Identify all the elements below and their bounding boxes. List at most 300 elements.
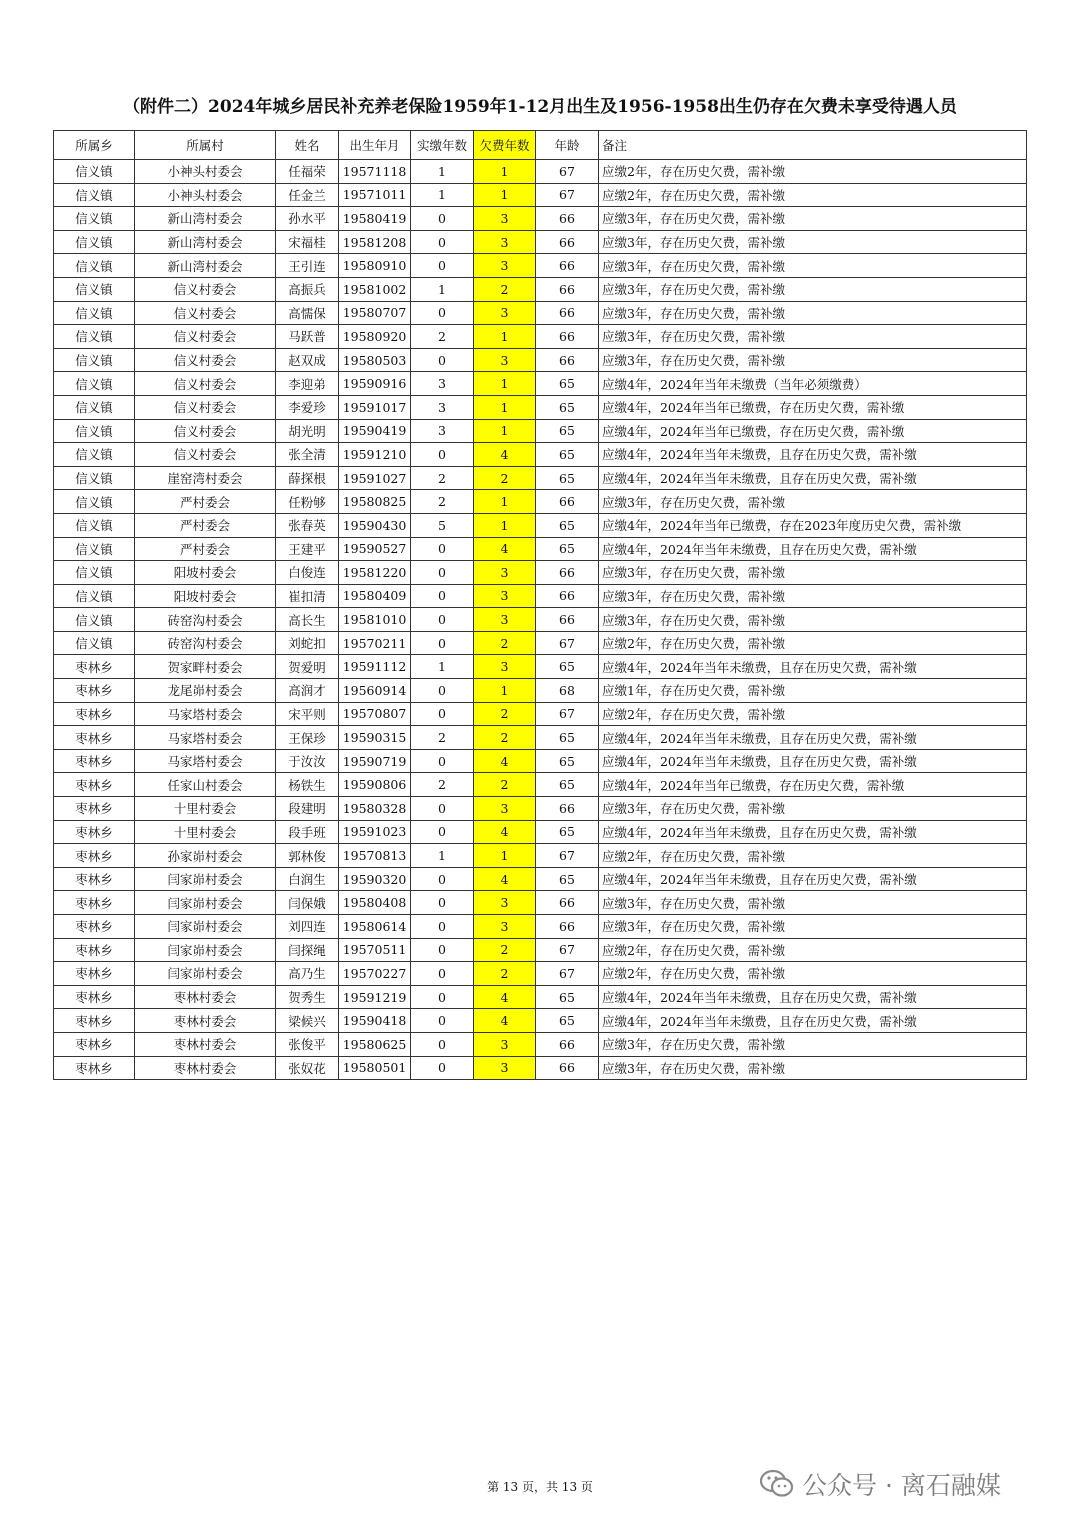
village-cell: 枣林村委会 <box>135 1009 276 1033</box>
paid-years-cell: 0 <box>411 985 474 1009</box>
village-cell: 新山湾村委会 <box>135 230 276 254</box>
birth-date-cell: 19581010 <box>339 608 411 632</box>
owed-years-cell: 3 <box>474 230 536 254</box>
owed-years-cell: 2 <box>474 277 536 301</box>
name-cell: 薛探根 <box>276 466 339 490</box>
remarks-cell: 应缴3年，存在历史欠费，需补缴 <box>599 797 1027 821</box>
township-cell: 枣林乡 <box>54 938 135 962</box>
paid-years-cell: 2 <box>411 726 474 750</box>
age-cell: 65 <box>536 466 599 490</box>
birth-date-cell: 19560914 <box>339 679 411 703</box>
birth-date-cell: 19571118 <box>339 160 411 184</box>
owed-years-cell: 2 <box>474 773 536 797</box>
village-cell: 十里村委会 <box>135 797 276 821</box>
remarks-cell: 应缴3年，存在历史欠费，需补缴 <box>599 608 1027 632</box>
table-row <box>54 1009 1027 1033</box>
owed-years-cell: 1 <box>474 490 536 514</box>
column-header-village: 所属村 <box>135 131 276 160</box>
name-cell: 段手班 <box>276 820 339 844</box>
birth-date-cell: 19571011 <box>339 183 411 207</box>
township-cell: 枣林乡 <box>54 1009 135 1033</box>
remarks-cell: 应缴4年，2024年当年未缴费，且存在历史欠费，需补缴 <box>599 726 1027 750</box>
village-cell: 信义村委会 <box>135 419 276 443</box>
remarks-cell: 应缴4年，2024年当年未缴费，且存在历史欠费，需补缴 <box>599 1009 1027 1033</box>
table-row <box>54 1032 1027 1056</box>
birth-date-cell: 19570511 <box>339 938 411 962</box>
birth-date-cell: 19580409 <box>339 584 411 608</box>
village-cell: 枣林村委会 <box>135 985 276 1009</box>
village-cell: 马家塔村委会 <box>135 749 276 773</box>
paid-years-cell: 1 <box>411 183 474 207</box>
table-row <box>54 773 1027 797</box>
name-cell: 贺爱明 <box>276 655 339 679</box>
table-row <box>54 679 1027 703</box>
village-cell: 信义村委会 <box>135 325 276 349</box>
table-row <box>54 561 1027 585</box>
name-cell: 段建明 <box>276 797 339 821</box>
age-cell: 67 <box>536 631 599 655</box>
paid-years-cell: 0 <box>411 1056 474 1080</box>
paid-years-cell: 0 <box>411 749 474 773</box>
owed-years-cell: 1 <box>474 419 536 443</box>
township-cell: 信义镇 <box>54 608 135 632</box>
age-cell: 65 <box>536 443 599 467</box>
table-row <box>54 537 1027 561</box>
name-cell: 于汝汝 <box>276 749 339 773</box>
township-cell: 信义镇 <box>54 277 135 301</box>
paid-years-cell: 1 <box>411 655 474 679</box>
paid-years-cell: 0 <box>411 561 474 585</box>
remarks-cell: 应缴3年，存在历史欠费，需补缴 <box>599 254 1027 278</box>
village-cell: 任家山村委会 <box>135 773 276 797</box>
table-row <box>54 183 1027 207</box>
township-cell: 枣林乡 <box>54 962 135 986</box>
village-cell: 闫家峁村委会 <box>135 938 276 962</box>
paid-years-cell: 1 <box>411 277 474 301</box>
remarks-cell: 应缴3年，存在历史欠费，需补缴 <box>599 325 1027 349</box>
owed-years-cell: 2 <box>474 702 536 726</box>
township-cell: 信义镇 <box>54 584 135 608</box>
birth-date-cell: 19580419 <box>339 207 411 231</box>
remarks-cell: 应缴2年，存在历史欠费，需补缴 <box>599 844 1027 868</box>
village-cell: 马家塔村委会 <box>135 726 276 750</box>
column-header-name: 姓名 <box>276 131 339 160</box>
name-cell: 李迎弟 <box>276 372 339 396</box>
owed-years-cell: 1 <box>474 183 536 207</box>
age-cell: 65 <box>536 820 599 844</box>
paid-years-cell: 0 <box>411 820 474 844</box>
township-cell: 枣林乡 <box>54 985 135 1009</box>
remarks-cell: 应缴2年，存在历史欠费，需补缴 <box>599 631 1027 655</box>
paid-years-cell: 2 <box>411 325 474 349</box>
township-cell: 信义镇 <box>54 443 135 467</box>
table-header-row <box>54 131 1027 160</box>
birth-date-cell: 19591027 <box>339 466 411 490</box>
paid-years-cell: 0 <box>411 301 474 325</box>
owed-years-cell: 3 <box>474 891 536 915</box>
village-cell: 砖窑沟村委会 <box>135 631 276 655</box>
table-row <box>54 466 1027 490</box>
remarks-cell: 应缴4年，2024年当年未缴费，且存在历史欠费，需补缴 <box>599 820 1027 844</box>
table-row <box>54 277 1027 301</box>
owed-years-cell: 2 <box>474 631 536 655</box>
birth-date-cell: 19591210 <box>339 443 411 467</box>
name-cell: 刘四连 <box>276 915 339 939</box>
table-row <box>54 443 1027 467</box>
name-cell: 高乃生 <box>276 962 339 986</box>
name-cell: 胡光明 <box>276 419 339 443</box>
table-row <box>54 395 1027 419</box>
table-row <box>54 490 1027 514</box>
owed-years-cell: 3 <box>474 254 536 278</box>
name-cell: 高长生 <box>276 608 339 632</box>
village-cell: 马家塔村委会 <box>135 702 276 726</box>
name-cell: 高懦保 <box>276 301 339 325</box>
table-row <box>54 655 1027 679</box>
column-header-owed-years: 欠费年数 <box>474 131 536 160</box>
paid-years-cell: 0 <box>411 631 474 655</box>
name-cell: 贺秀生 <box>276 985 339 1009</box>
age-cell: 67 <box>536 962 599 986</box>
village-cell: 孙家峁村委会 <box>135 844 276 868</box>
township-cell: 枣林乡 <box>54 655 135 679</box>
birth-date-cell: 19591017 <box>339 395 411 419</box>
table-row <box>54 348 1027 372</box>
table-row <box>54 513 1027 537</box>
paid-years-cell: 3 <box>411 395 474 419</box>
age-cell: 65 <box>536 773 599 797</box>
paid-years-cell: 0 <box>411 1032 474 1056</box>
age-cell: 67 <box>536 702 599 726</box>
birth-date-cell: 19590418 <box>339 1009 411 1033</box>
age-cell: 66 <box>536 325 599 349</box>
village-cell: 枣林村委会 <box>135 1056 276 1080</box>
remarks-cell: 应缴3年，存在历史欠费，需补缴 <box>599 561 1027 585</box>
township-cell: 枣林乡 <box>54 844 135 868</box>
remarks-cell: 应缴4年，2024年当年未缴费，且存在历史欠费，需补缴 <box>599 537 1027 561</box>
owed-years-cell: 3 <box>474 584 536 608</box>
name-cell: 任金兰 <box>276 183 339 207</box>
paid-years-cell: 0 <box>411 254 474 278</box>
birth-date-cell: 19590916 <box>339 372 411 396</box>
age-cell: 65 <box>536 867 599 891</box>
birth-date-cell: 19580408 <box>339 891 411 915</box>
remarks-cell: 应缴3年，存在历史欠费，需补缴 <box>599 348 1027 372</box>
village-cell: 新山湾村委会 <box>135 207 276 231</box>
owed-years-cell: 1 <box>474 513 536 537</box>
arrears-table <box>53 130 1027 1080</box>
remarks-cell: 应缴4年，2024年当年已缴费，存在2023年度历史欠费，需补缴 <box>599 513 1027 537</box>
name-cell: 孙水平 <box>276 207 339 231</box>
township-cell: 信义镇 <box>54 325 135 349</box>
age-cell: 67 <box>536 160 599 184</box>
remarks-cell: 应缴3年，存在历史欠费，需补缴 <box>599 891 1027 915</box>
age-cell: 65 <box>536 749 599 773</box>
remarks-cell: 应缴4年，2024年当年未缴费，且存在历史欠费，需补缴 <box>599 749 1027 773</box>
remarks-cell: 应缴4年，2024年当年未缴费，且存在历史欠费，需补缴 <box>599 443 1027 467</box>
paid-years-cell: 0 <box>411 867 474 891</box>
name-cell: 刘蛇扣 <box>276 631 339 655</box>
owed-years-cell: 4 <box>474 537 536 561</box>
name-cell: 任粉够 <box>276 490 339 514</box>
table-row <box>54 891 1027 915</box>
remarks-cell: 应缴4年，2024年当年未缴费，且存在历史欠费，需补缴 <box>599 466 1027 490</box>
birth-date-cell: 19591219 <box>339 985 411 1009</box>
table-body <box>54 160 1027 1080</box>
paid-years-cell: 0 <box>411 584 474 608</box>
remarks-cell: 应缴3年，存在历史欠费，需补缴 <box>599 915 1027 939</box>
township-cell: 信义镇 <box>54 561 135 585</box>
village-cell: 信义村委会 <box>135 395 276 419</box>
birth-date-cell: 19590527 <box>339 537 411 561</box>
table-row <box>54 608 1027 632</box>
village-cell: 小神头村委会 <box>135 183 276 207</box>
name-cell: 崔扣清 <box>276 584 339 608</box>
township-cell: 信义镇 <box>54 513 135 537</box>
age-cell: 66 <box>536 254 599 278</box>
owed-years-cell: 3 <box>474 348 536 372</box>
village-cell: 贺家畔村委会 <box>135 655 276 679</box>
village-cell: 信义村委会 <box>135 348 276 372</box>
village-cell: 闫家峁村委会 <box>135 891 276 915</box>
age-cell: 66 <box>536 1032 599 1056</box>
name-cell: 梁候兴 <box>276 1009 339 1033</box>
page-footer: 第 13 页，共 13 页 <box>487 1480 593 1494</box>
paid-years-cell: 0 <box>411 443 474 467</box>
paid-years-cell: 0 <box>411 702 474 726</box>
remarks-cell: 应缴1年，存在历史欠费，需补缴 <box>599 679 1027 703</box>
owed-years-cell: 2 <box>474 726 536 750</box>
township-cell: 信义镇 <box>54 466 135 490</box>
birth-date-cell: 19581208 <box>339 230 411 254</box>
birth-date-cell: 19580920 <box>339 325 411 349</box>
age-cell: 65 <box>536 419 599 443</box>
village-cell: 小神头村委会 <box>135 160 276 184</box>
birth-date-cell: 19570211 <box>339 631 411 655</box>
age-cell: 66 <box>536 207 599 231</box>
table-row <box>54 726 1027 750</box>
birth-date-cell: 19581002 <box>339 277 411 301</box>
column-header-remarks: 备注 <box>599 131 1027 160</box>
paid-years-cell: 0 <box>411 797 474 821</box>
name-cell: 宋福桂 <box>276 230 339 254</box>
paid-years-cell: 0 <box>411 938 474 962</box>
age-cell: 66 <box>536 490 599 514</box>
paid-years-cell: 1 <box>411 160 474 184</box>
paid-years-cell: 0 <box>411 608 474 632</box>
table-row <box>54 938 1027 962</box>
owed-years-cell: 3 <box>474 561 536 585</box>
birth-date-cell: 19580910 <box>339 254 411 278</box>
township-cell: 枣林乡 <box>54 1056 135 1080</box>
village-cell: 闫家峁村委会 <box>135 915 276 939</box>
paid-years-cell: 3 <box>411 372 474 396</box>
name-cell: 高振兵 <box>276 277 339 301</box>
township-cell: 信义镇 <box>54 372 135 396</box>
table-row <box>54 207 1027 231</box>
owed-years-cell: 1 <box>474 844 536 868</box>
township-cell: 信义镇 <box>54 348 135 372</box>
paid-years-cell: 2 <box>411 490 474 514</box>
table-row <box>54 584 1027 608</box>
owed-years-cell: 3 <box>474 207 536 231</box>
age-cell: 66 <box>536 561 599 585</box>
birth-date-cell: 19580328 <box>339 797 411 821</box>
owed-years-cell: 2 <box>474 466 536 490</box>
village-cell: 信义村委会 <box>135 301 276 325</box>
table-row <box>54 985 1027 1009</box>
township-cell: 信义镇 <box>54 230 135 254</box>
birth-date-cell: 19590806 <box>339 773 411 797</box>
township-cell: 信义镇 <box>54 254 135 278</box>
owed-years-cell: 3 <box>474 301 536 325</box>
watermark <box>760 1462 1001 1506</box>
column-header-township: 所属乡 <box>54 131 135 160</box>
name-cell: 白俊连 <box>276 561 339 585</box>
table-row <box>54 749 1027 773</box>
age-cell: 65 <box>536 513 599 537</box>
age-cell: 67 <box>536 938 599 962</box>
township-cell: 枣林乡 <box>54 915 135 939</box>
table-row <box>54 230 1027 254</box>
birth-date-cell: 19580825 <box>339 490 411 514</box>
age-cell: 66 <box>536 608 599 632</box>
remarks-cell: 应缴4年，2024年当年未缴费，且存在历史欠费，需补缴 <box>599 655 1027 679</box>
table-row <box>54 702 1027 726</box>
age-cell: 66 <box>536 230 599 254</box>
name-cell: 张春英 <box>276 513 339 537</box>
owed-years-cell: 1 <box>474 395 536 419</box>
name-cell: 杨铁生 <box>276 773 339 797</box>
birth-date-cell: 19580501 <box>339 1056 411 1080</box>
township-cell: 枣林乡 <box>54 891 135 915</box>
township-cell: 枣林乡 <box>54 773 135 797</box>
village-cell: 闫家峁村委会 <box>135 962 276 986</box>
paid-years-cell: 1 <box>411 844 474 868</box>
birth-date-cell: 19570807 <box>339 702 411 726</box>
remarks-cell: 应缴2年，存在历史欠费，需补缴 <box>599 962 1027 986</box>
township-cell: 信义镇 <box>54 207 135 231</box>
remarks-cell: 应缴2年，存在历史欠费，需补缴 <box>599 183 1027 207</box>
table-row <box>54 820 1027 844</box>
township-cell: 信义镇 <box>54 631 135 655</box>
paid-years-cell: 0 <box>411 537 474 561</box>
village-cell: 信义村委会 <box>135 277 276 301</box>
township-cell: 枣林乡 <box>54 867 135 891</box>
age-cell: 66 <box>536 915 599 939</box>
paid-years-cell: 0 <box>411 962 474 986</box>
name-cell: 赵双成 <box>276 348 339 372</box>
birth-date-cell: 19570813 <box>339 844 411 868</box>
table-row <box>54 1056 1027 1080</box>
village-cell: 信义村委会 <box>135 372 276 396</box>
name-cell: 闫保娥 <box>276 891 339 915</box>
remarks-cell: 应缴3年，存在历史欠费，需补缴 <box>599 584 1027 608</box>
watermark-text: 公众号 · 离石融媒 <box>802 1471 1001 1500</box>
paid-years-cell: 0 <box>411 915 474 939</box>
village-cell: 枣林村委会 <box>135 1032 276 1056</box>
table-row <box>54 160 1027 184</box>
township-cell: 枣林乡 <box>54 679 135 703</box>
name-cell: 张奴花 <box>276 1056 339 1080</box>
birth-date-cell: 19590315 <box>339 726 411 750</box>
village-cell: 龙尾峁村委会 <box>135 679 276 703</box>
birth-date-cell: 19580707 <box>339 301 411 325</box>
township-cell: 信义镇 <box>54 301 135 325</box>
paid-years-cell: 2 <box>411 466 474 490</box>
birth-date-cell: 19591023 <box>339 820 411 844</box>
owed-years-cell: 4 <box>474 820 536 844</box>
owed-years-cell: 1 <box>474 325 536 349</box>
village-cell: 砖窑沟村委会 <box>135 608 276 632</box>
column-header-paid-years: 实缴年数 <box>411 131 474 160</box>
village-cell: 阳坡村委会 <box>135 561 276 585</box>
owed-years-cell: 4 <box>474 1009 536 1033</box>
owed-years-cell: 4 <box>474 443 536 467</box>
village-cell: 闫家峁村委会 <box>135 867 276 891</box>
age-cell: 67 <box>536 844 599 868</box>
owed-years-cell: 1 <box>474 679 536 703</box>
township-cell: 信义镇 <box>54 183 135 207</box>
table-row <box>54 372 1027 396</box>
remarks-cell: 应缴2年，存在历史欠费，需补缴 <box>599 938 1027 962</box>
name-cell: 王引连 <box>276 254 339 278</box>
paid-years-cell: 2 <box>411 773 474 797</box>
owed-years-cell: 4 <box>474 749 536 773</box>
paid-years-cell: 0 <box>411 891 474 915</box>
owed-years-cell: 2 <box>474 938 536 962</box>
age-cell: 65 <box>536 372 599 396</box>
age-cell: 65 <box>536 1009 599 1033</box>
birth-date-cell: 19580503 <box>339 348 411 372</box>
birth-date-cell: 19581220 <box>339 561 411 585</box>
wechat-icon <box>760 1469 794 1499</box>
remarks-cell: 应缴4年，2024年当年已缴费，存在历史欠费，需补缴 <box>599 419 1027 443</box>
birth-date-cell: 19580625 <box>339 1032 411 1056</box>
township-cell: 枣林乡 <box>54 749 135 773</box>
paid-years-cell: 0 <box>411 207 474 231</box>
birth-date-cell: 19590430 <box>339 513 411 537</box>
table-row <box>54 844 1027 868</box>
age-cell: 65 <box>536 726 599 750</box>
township-cell: 信义镇 <box>54 537 135 561</box>
remarks-cell: 应缴4年，2024年当年未缴费（当年必须缴费） <box>599 372 1027 396</box>
name-cell: 张俊平 <box>276 1032 339 1056</box>
table-row <box>54 797 1027 821</box>
name-cell: 马跃普 <box>276 325 339 349</box>
township-cell: 信义镇 <box>54 490 135 514</box>
owed-years-cell: 4 <box>474 985 536 1009</box>
birth-date-cell: 19590320 <box>339 867 411 891</box>
page-title: （附件二）2024年城乡居民补充养老保险1959年1-12月出生及1956-1958出生仍存在欠费未享受待遇人员 <box>123 97 957 117</box>
name-cell: 高润才 <box>276 679 339 703</box>
owed-years-cell: 3 <box>474 608 536 632</box>
birth-date-cell: 19570227 <box>339 962 411 986</box>
village-cell: 严村委会 <box>135 513 276 537</box>
birth-date-cell: 19590719 <box>339 749 411 773</box>
remarks-cell: 应缴4年，2024年当年已缴费，存在历史欠费，需补缴 <box>599 773 1027 797</box>
name-cell: 王建平 <box>276 537 339 561</box>
township-cell: 信义镇 <box>54 395 135 419</box>
remarks-cell: 应缴4年，2024年当年未缴费，且存在历史欠费，需补缴 <box>599 985 1027 1009</box>
owed-years-cell: 1 <box>474 160 536 184</box>
age-cell: 66 <box>536 1056 599 1080</box>
table-row <box>54 254 1027 278</box>
village-cell: 十里村委会 <box>135 820 276 844</box>
paid-years-cell: 3 <box>411 419 474 443</box>
village-cell: 阳坡村委会 <box>135 584 276 608</box>
owed-years-cell: 3 <box>474 655 536 679</box>
